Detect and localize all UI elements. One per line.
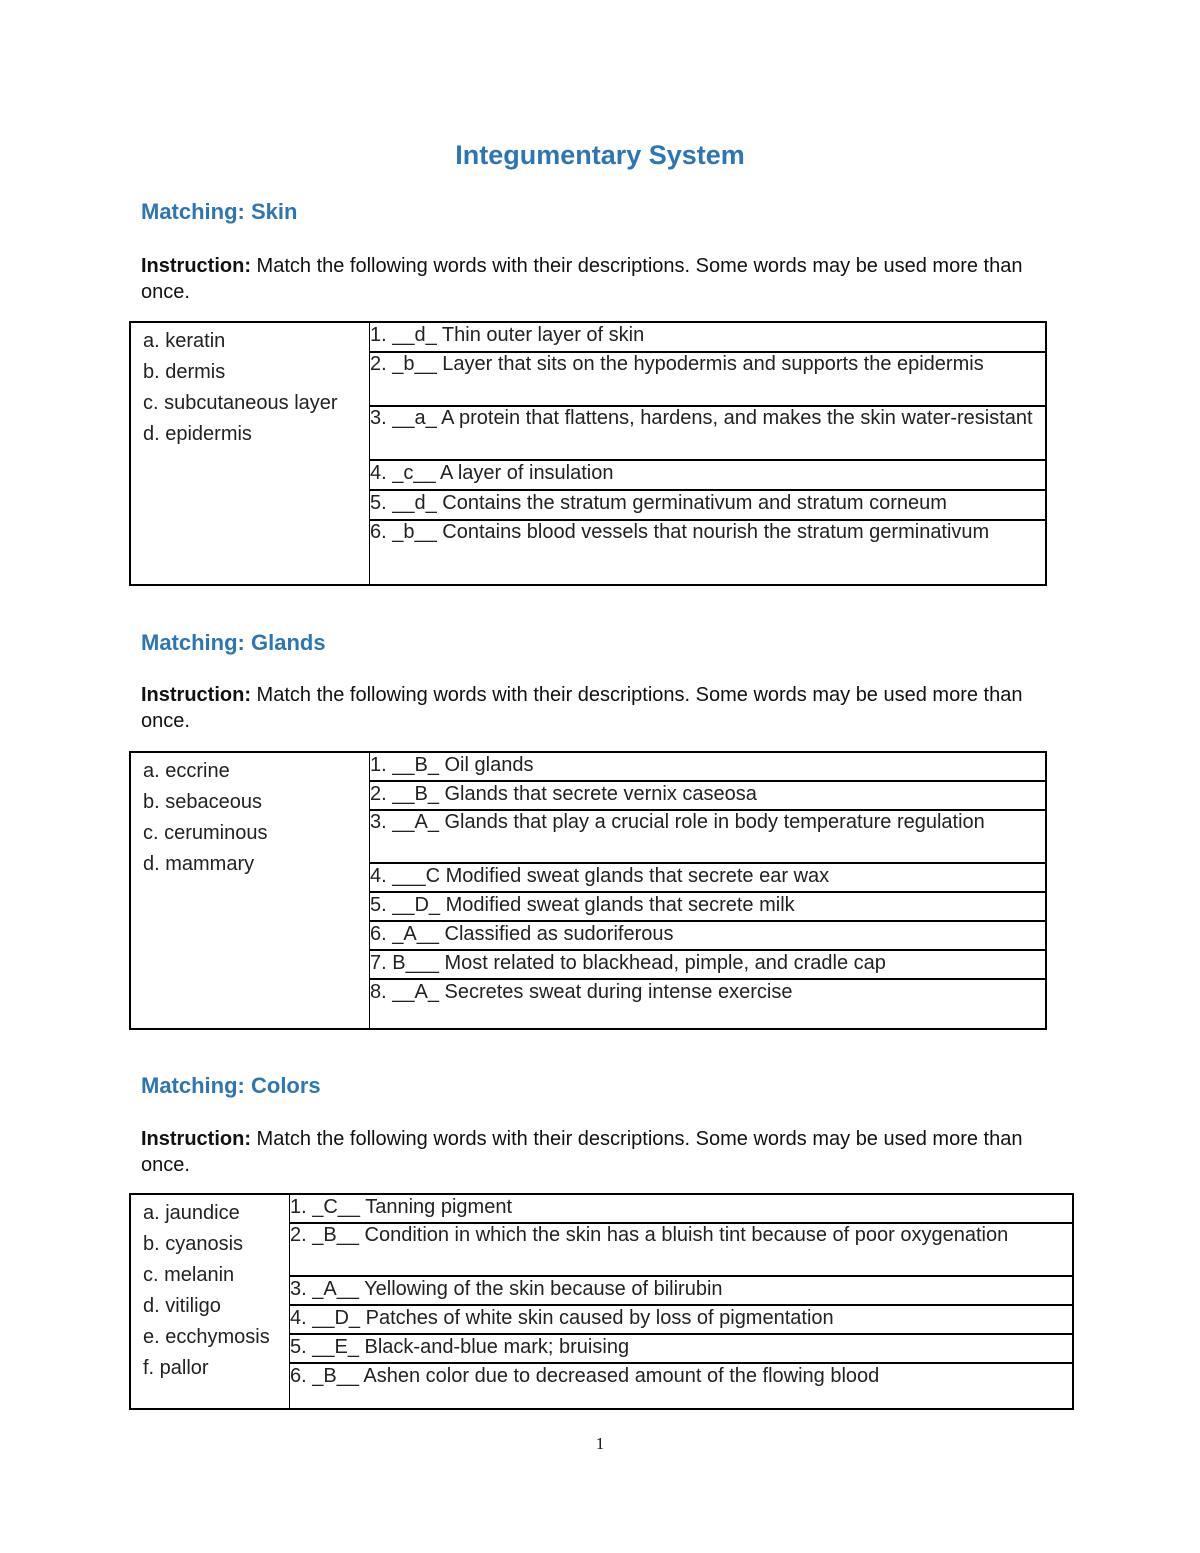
items-column bbox=[370, 752, 1047, 1029]
option: b. dermis bbox=[143, 361, 226, 383]
match-item: 4. __D_ Patches of white skin caused by loss of pigmentation bbox=[290, 1305, 1072, 1334]
instruction-skin bbox=[141, 253, 1061, 305]
option: c. subcutaneous layer bbox=[143, 392, 338, 414]
match-item: 2. _B__ Condition in which the skin has a bluish tint because of poor oxygenation bbox=[290, 1223, 1072, 1276]
option: a. keratin bbox=[143, 330, 226, 352]
section-heading-skin: Matching: Skin bbox=[141, 199, 298, 224]
page-title: Integumentary System bbox=[455, 140, 745, 170]
section-heading-glands: Matching: Glands bbox=[141, 630, 326, 655]
matching-table-glands bbox=[129, 751, 1047, 1030]
instruction-label: Instruction: bbox=[141, 1128, 251, 1150]
instruction-text: Match the following words with their descriptions. Some words may be used more than once. bbox=[141, 1128, 1023, 1176]
match-item: 5. __E_ Black-and-blue mark; bruising bbox=[290, 1334, 1072, 1363]
option: c. melanin bbox=[143, 1264, 235, 1286]
match-item: 5. __D_ Modified sweat glands that secrete milk bbox=[370, 892, 1045, 921]
option: f. pallor bbox=[143, 1357, 209, 1379]
option: d. vitiligo bbox=[143, 1295, 221, 1317]
match-item: 1. _C__ Tanning pigment bbox=[290, 1195, 1072, 1223]
option: d. mammary bbox=[143, 853, 255, 875]
match-item: 6. _b__ Contains blood vessels that nourish the stratum germinativum bbox=[370, 521, 990, 543]
instruction-text: Match the following words with their descriptions. Some words may be used more than once. bbox=[141, 255, 1023, 303]
instruction-text: Match the following words with their descriptions. Some words may be used more than once. bbox=[141, 684, 1023, 732]
option: b. sebaceous bbox=[143, 791, 262, 813]
match-item: 3. __a_ A protein that flattens, hardens, and makes the skin water-resistant bbox=[370, 406, 1045, 460]
option: a. jaundice bbox=[143, 1202, 240, 1224]
match-item: 5. __d_ Contains the stratum germinativum and stratum corneum bbox=[370, 490, 1045, 520]
options-column bbox=[130, 322, 370, 585]
match-item: 4. ___C Modified sweat glands that secrete ear wax bbox=[370, 863, 1045, 892]
instruction-label: Instruction: bbox=[141, 684, 251, 706]
match-item: 8. __A_ Secretes sweat during intense exercise bbox=[370, 981, 793, 1003]
instruction-colors bbox=[141, 1126, 1061, 1178]
option: d. epidermis bbox=[143, 423, 252, 445]
match-item: 6. _B__ Ashen color due to decreased amount of the flowing blood bbox=[290, 1365, 880, 1387]
matching-table-skin bbox=[129, 321, 1047, 586]
options-column bbox=[130, 752, 370, 1029]
page-number: 1 bbox=[595, 1434, 605, 1453]
option: a. eccrine bbox=[143, 760, 230, 782]
matching-table-colors bbox=[129, 1193, 1074, 1410]
items-column bbox=[370, 322, 1047, 585]
instruction-label: Instruction: bbox=[141, 255, 251, 277]
option: b. cyanosis bbox=[143, 1233, 244, 1255]
option: c. ceruminous bbox=[143, 822, 268, 844]
match-item: 3. _A__ Yellowing of the skin because of bilirubin bbox=[290, 1276, 1072, 1305]
options-column bbox=[130, 1194, 290, 1409]
match-item: 1. __d_ Thin outer layer of skin bbox=[370, 323, 1045, 352]
match-item: 7. B___ Most related to blackhead, pimple, and cradle cap bbox=[370, 950, 1045, 979]
instruction-glands bbox=[141, 682, 1061, 734]
section-heading-colors: Matching: Colors bbox=[141, 1073, 321, 1098]
match-item: 6. _A__ Classified as sudoriferous bbox=[370, 921, 1045, 950]
option: e. ecchymosis bbox=[143, 1326, 270, 1348]
match-item: 2. __B_ Glands that secrete vernix caseosa bbox=[370, 781, 1045, 810]
match-item: 1. __B_ Oil glands bbox=[370, 753, 1045, 781]
match-item: 4. _c__ A layer of insulation bbox=[370, 460, 1045, 490]
match-item: 3. __A_ Glands that play a crucial role in body temperature regulation bbox=[370, 810, 1045, 863]
match-item: 2. _b__ Layer that sits on the hypodermis and supports the epidermis bbox=[370, 352, 1045, 406]
items-column bbox=[290, 1194, 1074, 1409]
